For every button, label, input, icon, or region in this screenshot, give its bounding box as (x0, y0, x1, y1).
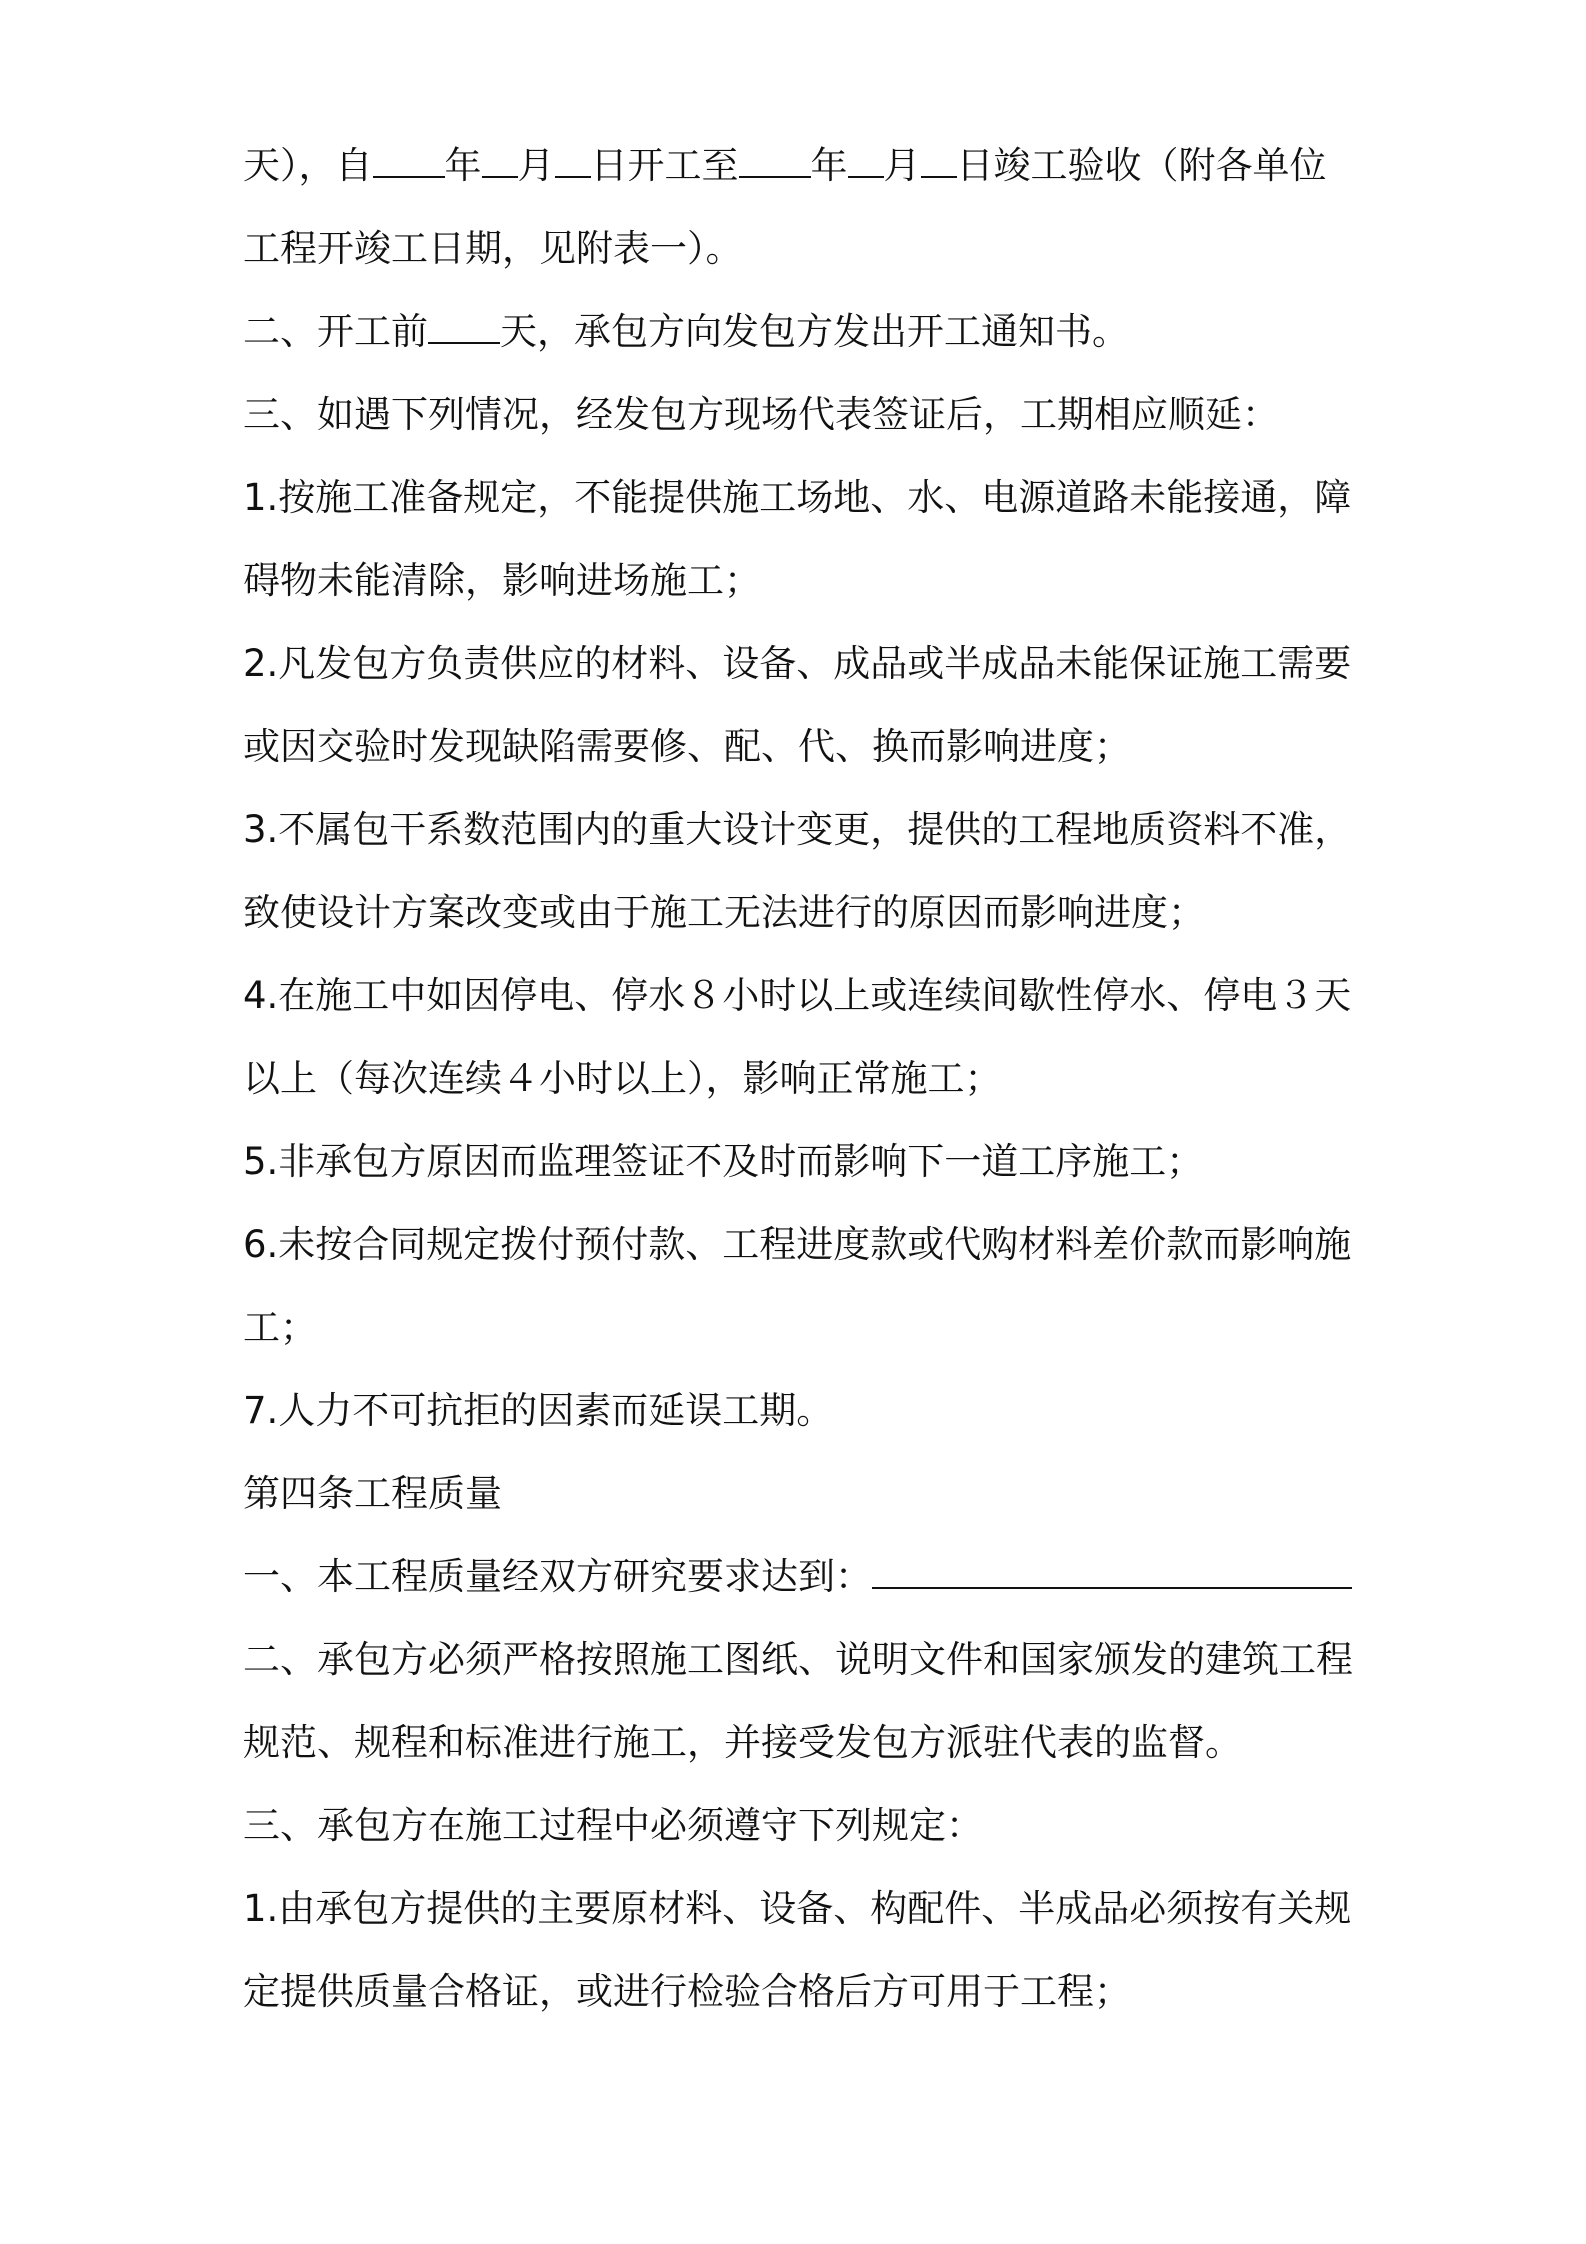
text: 日开工至 (590, 144, 739, 187)
text: 一、本工程质量经双方研究要求达到： (243, 1555, 872, 1598)
text-line-16: 7.人力不可抗拒的因素而延误工期。 (243, 1389, 834, 1432)
blank-field (482, 142, 518, 178)
blank-field (739, 142, 811, 178)
text-line-7: 2.凡发包方负责供应的材料、设备、成品或半成品未能保证施工需要 (243, 642, 1352, 685)
text: 月 (883, 144, 921, 187)
text-line-11: 4.在施工中如因停电、停水８小时以上或连续间歇性停水、停电３天 (243, 974, 1352, 1017)
text: 月 (517, 144, 555, 187)
text: 天，承包方向发包方发出开工通知书。 (500, 310, 1129, 353)
blank-field (373, 142, 445, 178)
blank-field (428, 308, 500, 344)
text-line-15: 工； (243, 1306, 317, 1349)
text-line-13: 5.非承包方原因而监理签证不及时而影响下一道工序施工； (243, 1140, 1204, 1183)
text-line-9: 3.不属包干系数范围内的重大设计变更，提供的工程地质资料不准， (243, 808, 1352, 851)
text-line-22: 1.由承包方提供的主要原材料、设备、构配件、半成品必须按有关规 (243, 1887, 1352, 1930)
blank-field (555, 142, 591, 178)
text: 年 (444, 144, 482, 187)
text-line-18 (243, 1535, 1353, 1618)
text-line-1 (243, 124, 1353, 207)
text-line-2: 工程开竣工日期，见附表一）。 (243, 227, 743, 270)
blank-field (872, 1553, 1352, 1589)
text: 日竣工验收（附各单位 (956, 144, 1327, 187)
blank-field (848, 142, 884, 178)
text-line-23: 定提供质量合格证，或进行检验合格后方可用于工程； (243, 1970, 1131, 2013)
text-line-21: 三、承包方在施工过程中必须遵守下列规定： (243, 1804, 983, 1847)
document-page (243, 124, 1353, 2033)
blank-field (921, 142, 957, 178)
text-line-20: 规范、规程和标准进行施工，并接受发包方派驻代表的监督。 (243, 1721, 1242, 1764)
text-line-12: 以上（每次连续４小时以上），影响正常施工； (243, 1057, 1002, 1100)
text-line-3 (243, 290, 1353, 373)
text-line-6: 碍物未能清除，影响进场施工； (243, 559, 761, 602)
text-line-5: 1.按施工准备规定，不能提供施工场地、水、电源道路未能接通，障 (243, 476, 1352, 519)
text-line-4: 三、如遇下列情况，经发包方现场代表签证后，工期相应顺延： (243, 393, 1279, 436)
text: 二、开工前 (243, 310, 428, 353)
text: 年 (810, 144, 848, 187)
text: 天），自 (243, 144, 373, 187)
text-line-19: 二、承包方必须严格按照施工图纸、说明文件和国家颁发的建筑工程 (243, 1638, 1353, 1681)
text-line-14: 6.未按合同规定拨付预付款、工程进度款或代购材料差价款而影响施 (243, 1223, 1352, 1266)
text-line-8: 或因交验时发现缺陷需要修、配、代、换而影响进度； (243, 725, 1131, 768)
section-heading: 第四条工程质量 (243, 1472, 502, 1515)
text-line-10: 致使设计方案改变或由于施工无法进行的原因而影响进度； (243, 891, 1205, 934)
